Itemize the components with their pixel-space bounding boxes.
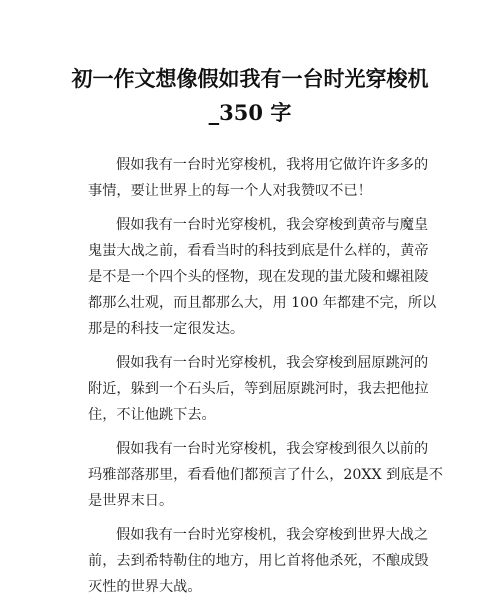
- document-body: [88, 152, 443, 608]
- paragraph-line: 前，去到希特勒住的地方，用匕首将他杀死，不酿成毁: [88, 553, 429, 569]
- paragraph-line: 是不是一个四个头的怪物，现在发现的蚩尤陵和螺祖陵: [88, 269, 429, 285]
- paragraph-line: 假如我有一台时光穿梭机，我会穿梭到屈原跳河的: [116, 355, 429, 371]
- paragraph-line: 假如我有一台时光穿梭机，我会穿梭到黄帝与魔皇: [116, 217, 429, 233]
- paragraph-line: 附近，躲到一个石头后，等到屈原跳河时，我去把他拉: [88, 381, 429, 397]
- paragraph-2: [88, 212, 437, 342]
- paragraph-line: 事情，要让世界上的每一个人对我赞叹不已！: [88, 183, 372, 199]
- document-title: [60, 62, 440, 130]
- paragraph-line: 是世界末日。: [88, 493, 174, 509]
- paragraph-4: [88, 436, 443, 514]
- paragraph-line: 玛雅部落那里，看看他们都预言了什么，20XX 到底是不: [88, 467, 443, 483]
- paragraph-line: 鬼蚩大战之前，看看当时的科技到底是什么样的，黄帝: [88, 243, 429, 259]
- paragraph-line: 都那么壮观，而且都那么大，用 100 年都建不完，所以: [88, 295, 437, 311]
- paragraph-5: [88, 522, 429, 600]
- title-line-1: 初一作文想像假如我有一台时光穿梭机: [71, 66, 429, 91]
- paragraph-3: [88, 350, 429, 428]
- paragraph-line: 假如我有一台时光穿梭机，我会穿梭到世界大战之: [116, 527, 429, 543]
- paragraph-line: 灭性的世界大战。: [88, 579, 202, 595]
- paragraph-line: 住，不让他跳下去。: [88, 407, 216, 423]
- paragraph-line: 假如我有一台时光穿梭机，我将用它做许许多多的: [116, 157, 429, 173]
- paragraph-line: 假如我有一台时光穿梭机，我会穿梭到很久以前的: [116, 441, 429, 457]
- title-line-2: _350 字: [208, 100, 292, 125]
- paragraph-1: [88, 152, 429, 204]
- paragraph-line: 那是的科技一定很发达。: [88, 321, 245, 337]
